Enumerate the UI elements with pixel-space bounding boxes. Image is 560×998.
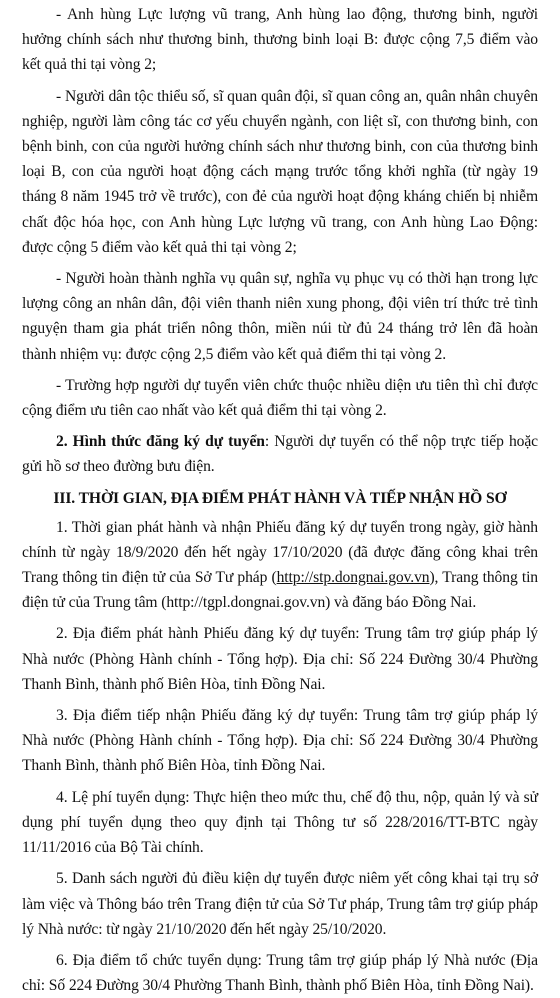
priority-paragraph-2: - Người dân tộc thiểu số, sĩ quan quân đội, sĩ quan công an, quân nhân chuyên nghiệp, người làm công tác cơ yếu chuyển ngành, con liệt sĩ, con thương binh, con bệnh binh, con của người hưởng chính sách như thương binh, con của thương binh loại B, con của người hoạt động cách mạng trước tổng khởi nghĩa (từ ngày 19 tháng 8 năm 1945 trở về trước), con đẻ của người hoạt động kháng chiến bị nhiễm chất độc hóa học, con Anh hùng Lực lượng vũ trang, con Anh hùng Lao Động: được cộng 5 điểm vào kết quả thi tại vòng 2; [22, 87, 538, 256]
registration-paragraph [22, 429, 538, 479]
item-5-paragraph: 5. Danh sách người đủ điều kiện dự tuyển được niêm yết công khai tại trụ sở làm việc và Thông báo trên Trang điện tử của Sở Tư pháp, Trung tâm trợ giúp pháp lý Nhà nước: từ ngày 21/10/2020 đến hết ngày 25/10/2020. [22, 870, 538, 938]
item-1-text-after: ), Trang thông tin điện tử của Trung tâm (http://tgpl.dongnai.gov.vn) và đăng báo Đồng Nai. [22, 569, 538, 612]
priority-paragraph-1: - Anh hùng Lực lượng vũ trang, Anh hùng lao động, thương binh, người hưởng chính sách như thương binh, thương binh loại B: được cộng 7,5 điểm vào kết quả thi tại vòng 2; [22, 6, 538, 74]
item-1-paragraph [22, 515, 538, 616]
item-1-text-before: 1. Thời gian phát hành và nhận Phiếu đăng ký dự tuyển trong ngày, giờ hành chính từ ngày 18/9/2020 đến hết ngày 17/10/2020 (đã được đăng công khai trên Trang thông tin điện tử của Sở Tư pháp ( [22, 518, 538, 587]
priority-paragraph-4: - Trường hợp người dự tuyển viên chức thuộc nhiều diện ưu tiên thì chỉ được cộng điểm ưu tiên cao nhất vào kết quả điểm thi tại vòng 2. [22, 376, 538, 420]
item-3-paragraph: 3. Địa điểm tiếp nhận Phiếu đăng ký dự tuyển: Trung tâm trợ giúp pháp lý Nhà nước (Phòng Hành chính - Tổng hợp). Địa chỉ: Số 224 Đường 30/4 Phường Thanh Bình, thành phố Biên Hòa, tỉnh Đồng Nai. [22, 707, 538, 775]
item-4-paragraph: 4. Lệ phí tuyển dụng: Thực hiện theo mức thu, chế độ thu, nộp, quản lý và sử dụng phí tuyển dụng theo quy định tại Thông tư số 228/2016/TT-BTC ngày 11/11/2016 của Bộ Tài chính. [22, 788, 538, 857]
section-heading: III. THỜI GIAN, ĐỊA ĐIỂM PHÁT HÀNH VÀ TIẾP NHẬN HỒ SƠ [53, 489, 507, 507]
item-2-paragraph: 2. Địa điểm phát hành Phiếu đăng ký dự tuyển: Trung tâm trợ giúp pháp lý Nhà nước (Phòng Hành chính - Tổng hợp). Địa chỉ: Số 224 Đường 30/4 Phường Thanh Bình, thành phố Biên Hòa, tỉnh Đồng Nai. [22, 625, 538, 693]
registration-text: : Người dự tuyển có thể nộp trực tiếp hoặc gửi hồ sơ theo đường bưu điện. [22, 433, 538, 476]
stp-link[interactable]: http://stp.dongnai.gov.vn [276, 569, 430, 587]
item-6-paragraph: 6. Địa điểm tổ chức tuyển dụng: Trung tâm trợ giúp pháp lý Nhà nước (Địa chỉ: Số 224 Đường 30/4 Phường Thanh Bình, thành phố Biên Hòa, tỉnh Đồng Nai). [22, 951, 538, 995]
priority-paragraph-3: - Người hoàn thành nghĩa vụ quân sự, nghĩa vụ phục vụ có thời hạn trong lực lượng công an nhân dân, đội viên thanh niên xung phong, đội viên trí thức trẻ tình nguyện tham gia phát triển nông thôn, miền núi từ đủ 24 tháng trở lên đã hoàn thành nhiệm vụ: được cộng 2,5 điểm vào kết quả điểm thi tại vòng 2. [22, 270, 538, 363]
registration-lead: 2. Hình thức đăng ký dự tuyển [56, 433, 265, 451]
